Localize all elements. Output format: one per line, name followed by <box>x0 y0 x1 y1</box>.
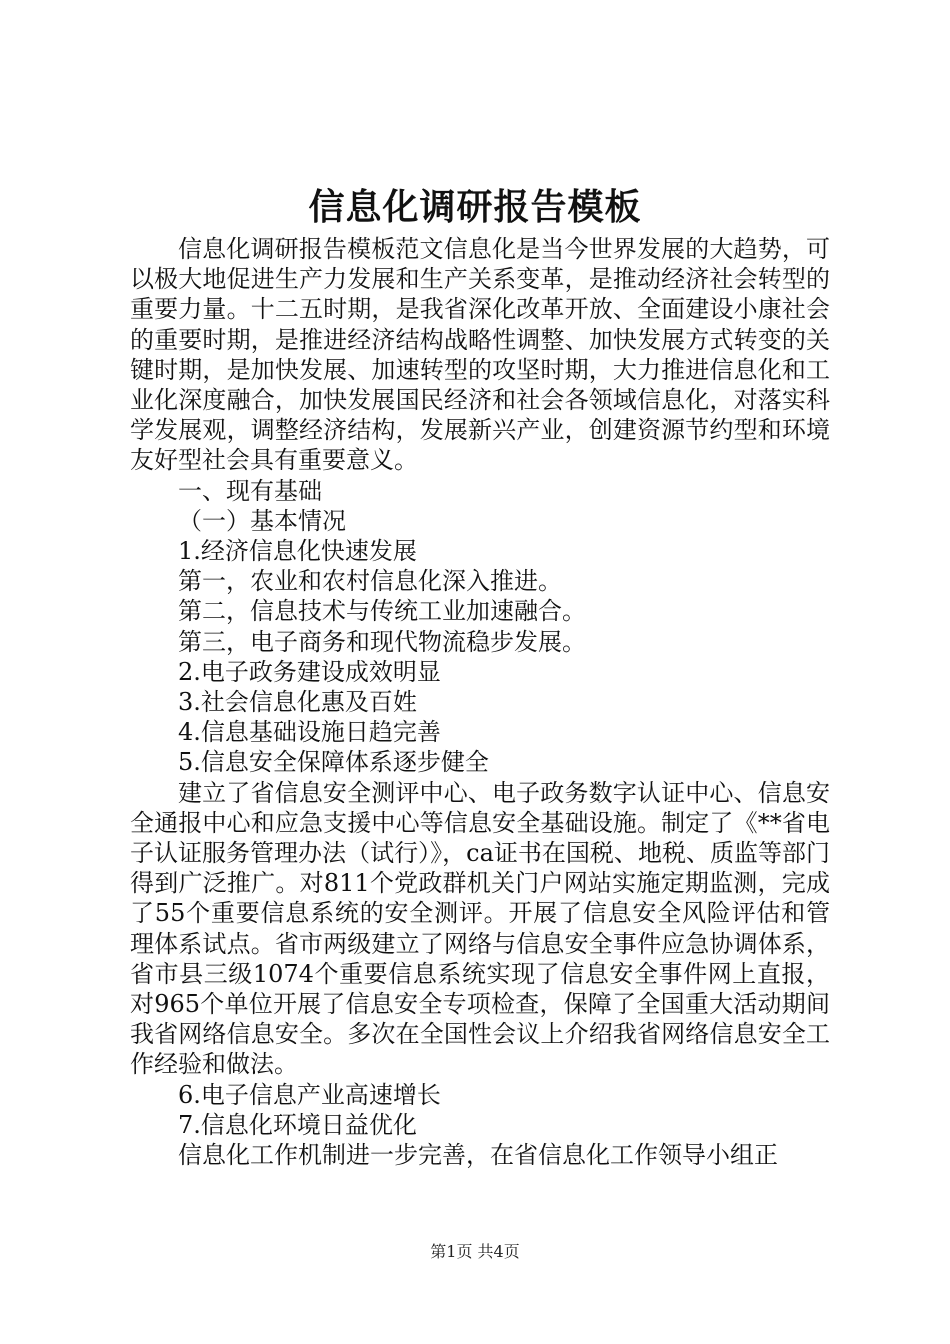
heading-infrastructure: 4.信息基础设施日趋完善 <box>178 718 441 747</box>
heading-security-system: 5.信息安全保障体系逐步健全 <box>178 748 489 777</box>
heading-existing-foundation: 一、现有基础 <box>178 476 322 505</box>
paragraph-mechanism: 信息化工作机制进一步完善，在省信息化工作领导小组正 <box>178 1141 778 1170</box>
paragraph-security-details: 建立了省信息安全测评中心、电子政务数字认证中心、信息安全通报中心和应急支援中心等信息安全基础设施。制定了《**省电子认证服务管理办法（试行）》，ca证书在国税、地税、质监等部门得到广泛推广。对811个党政群机关门户网站实施定期监测，完成了55个重要信息系统的安全测评。开展了信息安全风险评估和管理体系试点。省市两级建立了网络与信息安全事件应急协调体系，省市县三级1074个重要信息系统实现了信息安全事件网上直报，对965个单位开展了信息安全专项检查，保障了全国重大活动期间我省网络信息安全。多次在全国性会议上介绍我省网络信息安全工作经验和做法。 <box>130 778 830 1079</box>
heading-social-informatization: 3.社会信息化惠及百姓 <box>178 688 417 717</box>
paragraph-third: 第三，电子商务和现代物流稳步发展。 <box>178 627 586 656</box>
heading-environment: 7.信息化环境日益优化 <box>178 1110 417 1139</box>
document-title: 信息化调研报告模板 <box>308 187 642 228</box>
heading-economic-informatization: 1.经济信息化快速发展 <box>178 537 417 566</box>
page-footer: 第1页 共4页 <box>430 1242 520 1261</box>
document-body <box>130 234 830 1170</box>
paragraph-second: 第二，信息技术与传统工业加速融合。 <box>178 597 586 626</box>
paragraph-intro: 信息化调研报告模板范文信息化是当今世界发展的大趋势，可以极大地促进生产力发展和生产关系变革，是推动经济社会转型的重要力量。十二五时期，是我省深化改革开放、全面建设小康社会的重要时期，是推进经济结构战略性调整、加快发展方式转变的关键时期，是加快发展、加速转型的攻坚时期，大力推进信息化和工业化深度融合，加快发展国民经济和社会各领域信息化，对落实科学发展观，调整经济结构，发展新兴产业，创建资源节约型和环境友好型社会具有重要意义。 <box>130 235 830 475</box>
heading-basic-situation: （一）基本情况 <box>178 506 346 535</box>
heading-electronic-industry: 6.电子信息产业高速增长 <box>178 1080 441 1109</box>
paragraph-first: 第一，农业和农村信息化深入推进。 <box>178 567 562 596</box>
heading-e-government: 2.电子政务建设成效明显 <box>178 657 441 686</box>
